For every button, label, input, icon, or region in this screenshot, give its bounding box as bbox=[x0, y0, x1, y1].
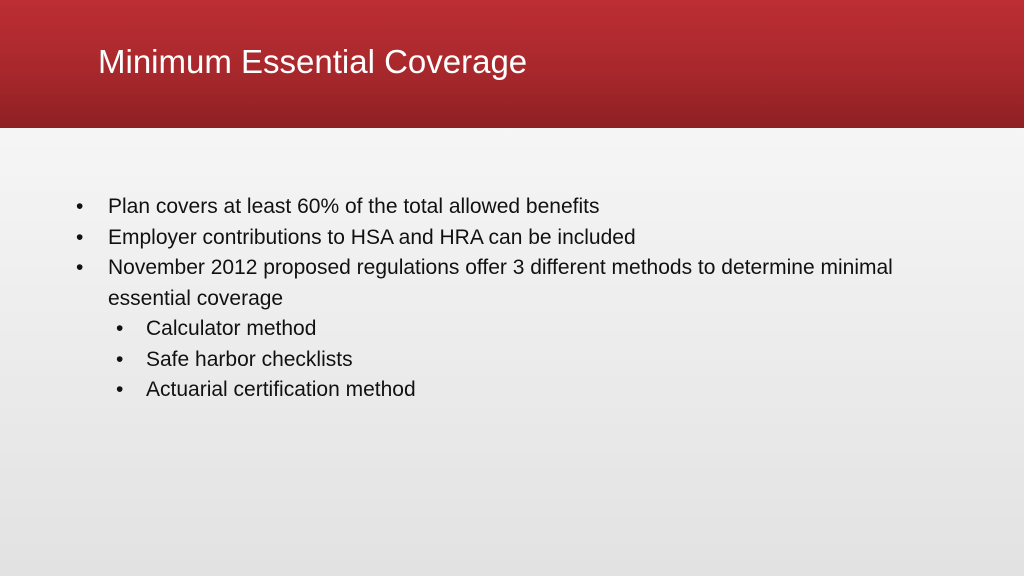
sub-bullet-text: Calculator method bbox=[146, 317, 317, 340]
sub-bullet-item bbox=[108, 314, 916, 345]
bullet-item bbox=[76, 192, 916, 223]
title-banner bbox=[0, 0, 1024, 128]
bullet-list bbox=[76, 192, 916, 406]
bullet-dot-icon: • bbox=[76, 225, 84, 249]
sub-bullet-item bbox=[108, 345, 916, 376]
bullet-dot-icon: • bbox=[116, 317, 124, 340]
sub-bullet-list bbox=[108, 314, 916, 406]
slide-content bbox=[76, 192, 916, 406]
sub-bullet-text: Safe harbor checklists bbox=[146, 347, 353, 371]
bullet-dot-icon: • bbox=[116, 378, 124, 401]
bullet-text: Plan covers at least 60% of the total allowed benefits bbox=[108, 195, 600, 218]
bullet-dot-icon: • bbox=[76, 256, 84, 279]
sub-bullet-item bbox=[108, 375, 916, 406]
slide-title: Minimum Essential Coverage bbox=[98, 43, 528, 80]
bullet-text: November 2012 proposed regulations offer 3 different methods to determine minimal essential coverage bbox=[108, 256, 893, 310]
bullet-text: Employer contributions to HSA and HRA can be included bbox=[108, 225, 636, 249]
bullet-item bbox=[76, 223, 916, 254]
sub-bullet-text: Actuarial certification method bbox=[146, 378, 416, 401]
bullet-item bbox=[76, 253, 916, 406]
bullet-dot-icon: • bbox=[76, 195, 84, 218]
bullet-dot-icon: • bbox=[116, 347, 124, 371]
